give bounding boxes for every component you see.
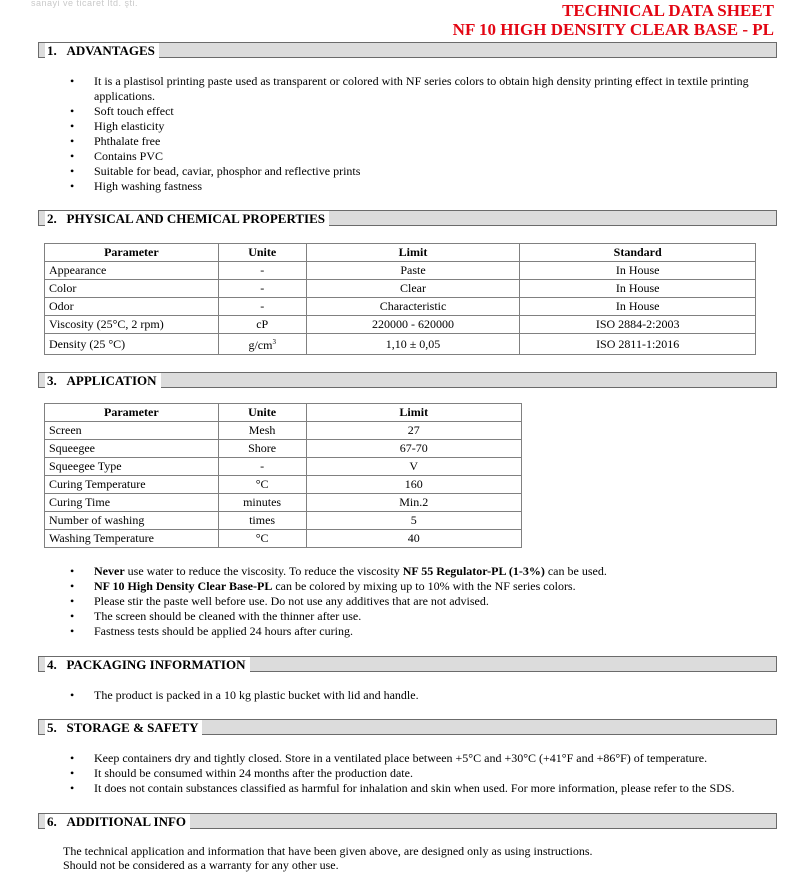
table-cell: 40 — [306, 530, 521, 548]
table-cell: Clear — [306, 280, 520, 298]
table-cell: Curing Time — [45, 494, 219, 512]
list-item: • The product is packed in a 10 kg plastic bucket with lid and handle. — [70, 688, 780, 703]
section-title: APPLICATION — [66, 373, 157, 388]
table-cell: Squeegee — [45, 440, 219, 458]
table-cell: 5 — [306, 512, 521, 530]
section-number: 5. — [47, 720, 57, 735]
table-cell: 220000 - 620000 — [306, 316, 520, 334]
table-row — [45, 316, 756, 334]
advantages-list — [70, 74, 780, 194]
table-cell: Curing Temperature — [45, 476, 219, 494]
table-cell: minutes — [218, 494, 306, 512]
table-row — [45, 512, 522, 530]
list-item: • Phthalate free — [70, 134, 780, 149]
table-cell: Mesh — [218, 422, 306, 440]
column-header: Unite — [218, 244, 306, 262]
table-cell: ISO 2811-1:2016 — [520, 334, 756, 355]
section-number: 1. — [47, 43, 57, 58]
table-header-row — [45, 244, 756, 262]
table-cell: Density (25 °C) — [45, 334, 219, 355]
table-header-row — [45, 404, 522, 422]
table-cell: Shore — [218, 440, 306, 458]
column-header: Unite — [218, 404, 306, 422]
table-cell: In House — [520, 262, 756, 280]
note-text: use water to reduce the viscosity. To reduce the viscosity — [124, 564, 403, 578]
company-watermark: sanayi ve ticaret ltd. şti. — [31, 0, 139, 8]
section-title: ADVANTAGES — [66, 43, 155, 58]
section-number: 4. — [47, 657, 57, 672]
table-cell: Paste — [306, 262, 520, 280]
column-header: Limit — [306, 244, 520, 262]
table-cell: - — [218, 262, 306, 280]
table-row — [45, 494, 522, 512]
table-cell: - — [218, 458, 306, 476]
table-cell-density-unit — [218, 334, 306, 355]
storage-list — [70, 751, 790, 796]
list-item: • High washing fastness — [70, 179, 780, 194]
section-advantages-header — [38, 42, 777, 58]
table-row — [45, 458, 522, 476]
list-item — [70, 564, 780, 579]
table-row — [45, 334, 756, 355]
additional-info-line: The technical application and information that have been given above, are designed only as using instructions. — [63, 844, 593, 858]
list-item: • Fastness tests should be applied 24 hours after curing. — [70, 624, 780, 639]
table-cell: Appearance — [45, 262, 219, 280]
column-header: Limit — [306, 404, 521, 422]
properties-table — [44, 243, 756, 355]
table-cell: 1,10 ± 0,05 — [306, 334, 520, 355]
note-text: can be colored by mixing up to 10% with the NF series colors. — [272, 579, 576, 593]
section-packaging-header — [38, 656, 777, 672]
unit-superscript: 3 — [272, 338, 276, 346]
table-cell: 67-70 — [306, 440, 521, 458]
bold-text: NF 10 High Density Clear Base-PL — [94, 579, 273, 593]
table-row — [45, 440, 522, 458]
packaging-list — [70, 688, 780, 703]
table-cell: Washing Temperature — [45, 530, 219, 548]
column-header: Parameter — [45, 404, 219, 422]
section-additional-header — [38, 813, 777, 829]
table-cell: °C — [218, 476, 306, 494]
list-item: • Keep containers dry and tightly closed. Store in a ventilated place between +5°C and +30°C (+41°F and +86°F) of temperature. — [70, 751, 790, 766]
section-title: PACKAGING INFORMATION — [66, 657, 246, 672]
table-cell: °C — [218, 530, 306, 548]
table-cell: 27 — [306, 422, 521, 440]
additional-info-line: Should not be considered as a warranty for any other use. — [63, 858, 339, 872]
section-title: STORAGE & SAFETY — [66, 720, 199, 735]
table-row — [45, 476, 522, 494]
table-row — [45, 530, 522, 548]
list-item: • High elasticity — [70, 119, 780, 134]
document-title: TECHNICAL DATA SHEET — [562, 1, 774, 20]
section-title: ADDITIONAL INFO — [66, 814, 187, 829]
column-header: Standard — [520, 244, 756, 262]
bold-text: Never — [94, 564, 125, 578]
table-row — [45, 298, 756, 316]
list-item: • Contains PVC — [70, 149, 780, 164]
table-cell: Viscosity (25°C, 2 rpm) — [45, 316, 219, 334]
table-cell: Screen — [45, 422, 219, 440]
section-application-header — [38, 372, 777, 388]
list-item: • Suitable for bead, caviar, phosphor and reflective prints — [70, 164, 780, 179]
table-cell: - — [218, 298, 306, 316]
table-cell: ISO 2884-2:2003 — [520, 316, 756, 334]
table-cell: V — [306, 458, 521, 476]
table-cell: 160 — [306, 476, 521, 494]
unit-text: g/cm — [248, 338, 273, 352]
section-number: 2. — [47, 211, 57, 226]
table-cell: cP — [218, 316, 306, 334]
application-notes-list — [70, 564, 780, 639]
application-table — [44, 403, 522, 548]
table-cell: In House — [520, 298, 756, 316]
section-number: 6. — [47, 814, 57, 829]
list-item: • Please stir the paste well before use. Do not use any additives that are not advised. — [70, 594, 780, 609]
column-header: Parameter — [45, 244, 219, 262]
list-item: • The screen should be cleaned with the thinner after use. — [70, 609, 780, 624]
section-title: PHYSICAL AND CHEMICAL PROPERTIES — [66, 211, 326, 226]
table-cell: Color — [45, 280, 219, 298]
table-row — [45, 262, 756, 280]
bold-text: NF 55 Regulator-PL (1-3%) — [402, 564, 545, 578]
table-cell: In House — [520, 280, 756, 298]
table-cell: Squeegee Type — [45, 458, 219, 476]
table-cell: Characteristic — [306, 298, 520, 316]
list-item — [70, 579, 780, 594]
table-cell: Min.2 — [306, 494, 521, 512]
list-item: • It should be consumed within 24 months after the production date. — [70, 766, 790, 781]
list-item: • It is a plastisol printing paste used as transparent or colored with NF series colors to obtain high density printing effect in textile printing applications. — [70, 74, 780, 104]
section-storage-header — [38, 719, 777, 735]
product-title: NF 10 HIGH DENSITY CLEAR BASE - PL — [452, 20, 774, 39]
table-row — [45, 422, 522, 440]
table-row — [45, 280, 756, 298]
note-text: can be used. — [544, 564, 607, 578]
section-number: 3. — [47, 373, 57, 388]
list-item: • Soft touch effect — [70, 104, 780, 119]
table-cell: Number of washing — [45, 512, 219, 530]
table-cell: Odor — [45, 298, 219, 316]
list-item: • It does not contain substances classified as harmful for inhalation and skin when used. For more information, please refer to the SDS. — [70, 781, 790, 796]
table-cell: times — [218, 512, 306, 530]
section-properties-header — [38, 210, 777, 226]
table-cell: - — [218, 280, 306, 298]
